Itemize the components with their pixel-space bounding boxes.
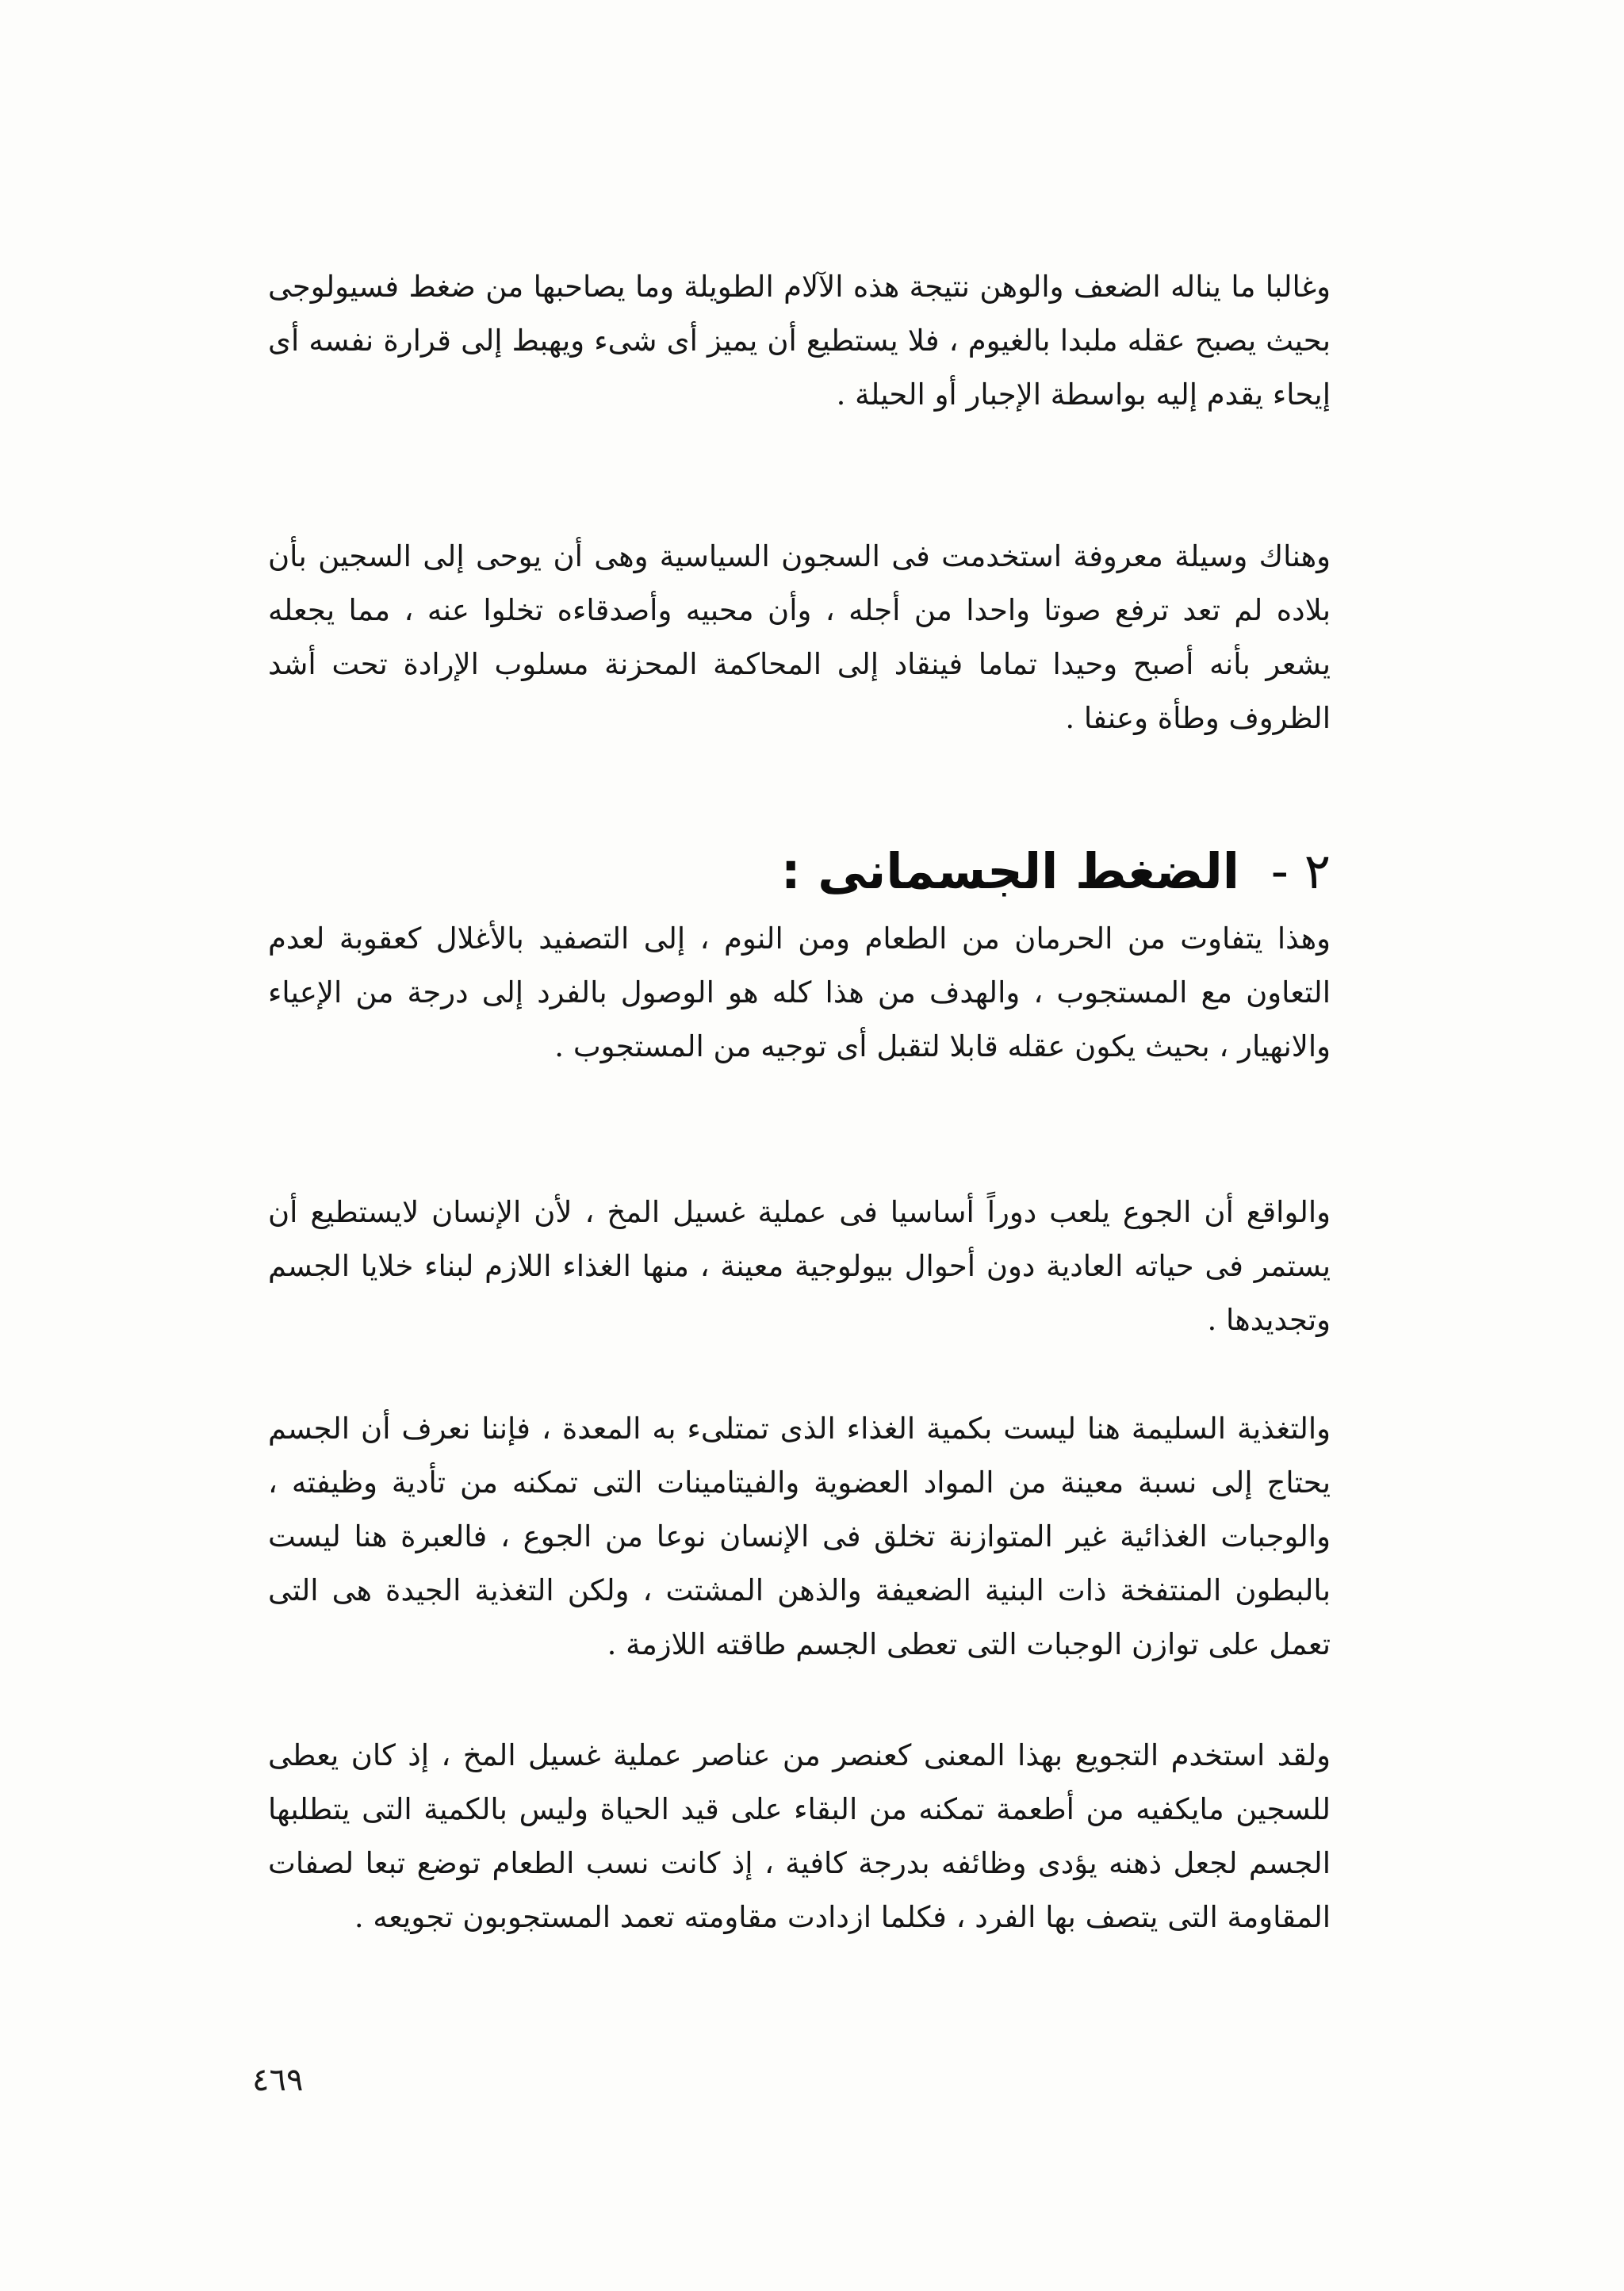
paragraph-hunger [268,1186,1331,1347]
paragraph-deprivation [268,912,1331,1074]
paragraph-text: ولقد استخدم التجويع بهذا المعنى كعنصر من عناصر عملية غسيل المخ ، إذ كان يعطى للسجين مايكفيه من أطعمة تمكنه من البقاء على قيد الحياة وليس بالكمية التى يتطلبها الجسم لجعل ذهنه يؤدى وظائفه بدرجة كافية ، إذ كانت نسب الطعام توضع تبعا لصفات المقاومة التى يتصف بها الفرد ، فكلما ازدادت مقاومته تعمد المستجوبون تجويعه . [268,1738,1331,1934]
paragraph-text: والتغذية السليمة هنا ليست بكمية الغذاء الذى تمتلىء به المعدة ، فإننا نعرف أن الجسم يحتاج إلى نسبة معينة من المواد العضوية والفيتامينات التى تمكنه من تأدية وظيفته ، والوجبات الغذائية غير المتوازنة تخلق فى الإنسان نوعا من الجوع ، فالعبرة هنا ليست بالبطون المنتفخة ذات البنية الضعيفة والذهن المشتت ، ولكن التغذية الجيدة هى التى تعمل على توازن الوجبات التى تعطى الجسم طاقته اللازمة . [268,1412,1331,1661]
page-number: ٤٦٩ [252,2062,304,2098]
paragraph-weakness [268,260,1331,422]
paragraph-nutrition [268,1402,1331,1672]
paragraph-text: وهذا يتفاوت من الحرمان من الطعام ومن النوم ، إلى التصفيد بالأغلال كعقوبة لعدم التعاون مع المستجوب ، والهدف من هذا كله هو الوصول بالفرد إلى درجة من الإعياء والانهيار ، بحيث يكون عقله قابلا لتقبل أى توجيه من المستجوب . [268,921,1331,1063]
section-title: الضغط الجسمانى : [780,842,1239,900]
section-heading [781,842,1331,900]
paragraph-isolation [268,530,1331,745]
paragraph-text: والواقع أن الجوع يلعب دوراً أساسيا فى عملية غسيل المخ ، لأن الإنسان لايستطيع أن يستمر فى حياته العادية دون أحوال بيولوجية معينة ، منها الغذاء اللازم لبناء خلايا الجسم وتجديدها . [268,1195,1331,1337]
paragraph-starvation [268,1729,1331,1944]
paragraph-text: وهناك وسيلة معروفة استخدمت فى السجون السياسية وهى أن يوحى إلى السجين بأن بلاده لم تعد ترفع صوتا واحدا من أجله ، وأن محبيه وأصدقاءه تخلوا عنه ، مما يجعله يشعر بأنه أصبح وحيدا تماما فينقاد إلى المحاكمة المحزنة مسلوب الإرادة تحت أشد الظروف وطأة وعنفا . [268,539,1331,735]
paragraph-text: وغالبا ما يناله الضعف والوهن نتيجة هذه الآلام الطويلة وما يصاحبها من ضغط فسيولوجى بحيث يصبح عقله ملبدا بالغيوم ، فلا يستطيع أن يميز أى شىء ويهبط إلى قرارة نفسه أى إيحاء يقدم إليه بواسطة الإجبار أو الحيلة . [268,270,1331,412]
section-number: ٢ - [1270,842,1331,900]
